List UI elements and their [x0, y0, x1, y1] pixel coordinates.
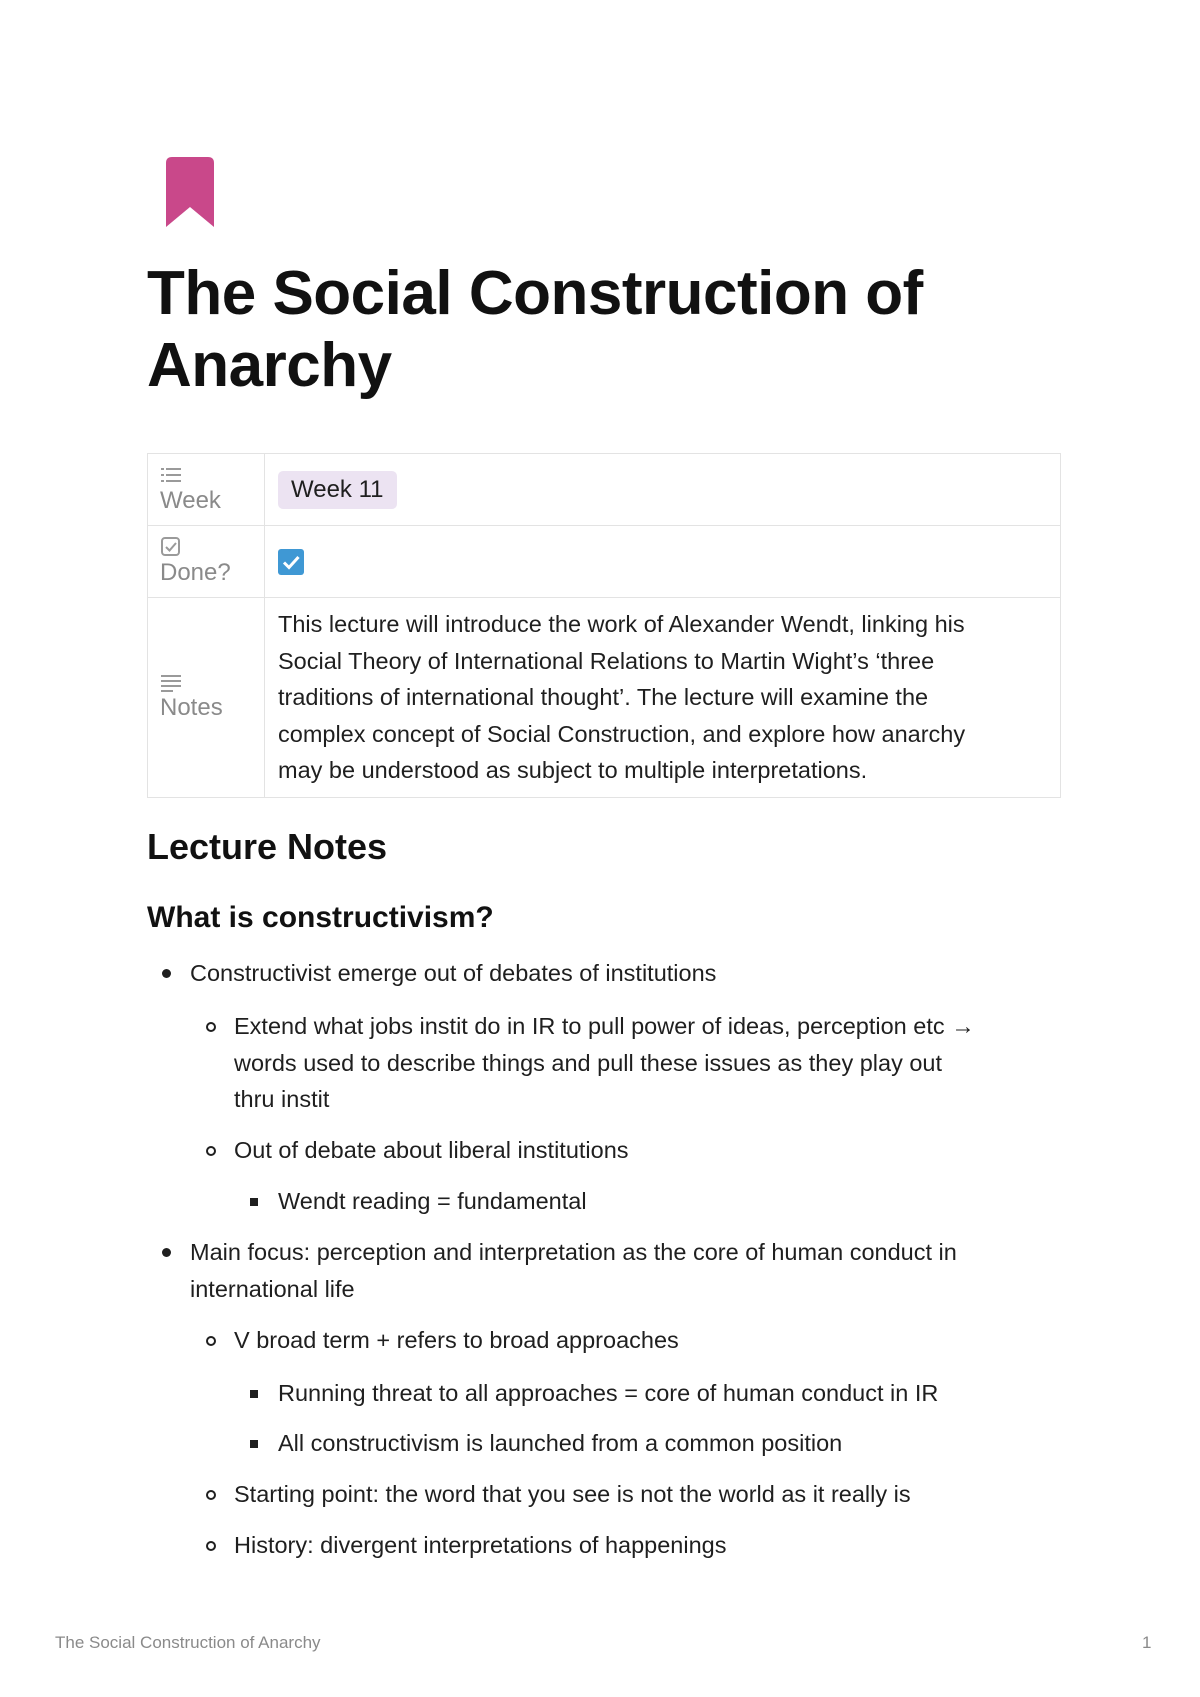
- week-tag[interactable]: Week 11: [278, 471, 397, 509]
- notes-line: complex concept of Social Construction, and explore how anarchy: [278, 720, 966, 747]
- bullet-circle-icon: [206, 1490, 216, 1500]
- notes-line: Social Theory of International Relations to Martin Wight’s ‘three: [278, 647, 935, 674]
- list-item: V broad term + refers to broad approaches: [234, 1322, 1060, 1359]
- list-item: Main focus: perception and interpretation as the core of human conduct in international life: [190, 1234, 1060, 1307]
- property-value-notes[interactable]: [265, 598, 1061, 798]
- property-row-week: [148, 454, 1061, 526]
- footer-page-number: 1: [1142, 1633, 1152, 1652]
- bullet-square-icon: [250, 1390, 258, 1398]
- property-value-done: [265, 526, 1061, 598]
- list-item: Out of debate about liberal institutions: [234, 1132, 1060, 1169]
- list-item: Starting point: the word that you see is not the world as it really is: [234, 1476, 1060, 1513]
- properties-table: [147, 453, 1061, 798]
- bullet-disc-icon: [162, 1248, 171, 1257]
- property-key-notes: [148, 598, 265, 798]
- bullet-square-icon: [250, 1440, 258, 1448]
- heading-lecture-notes: Lecture Notes: [147, 826, 388, 867]
- page-title: [147, 258, 1047, 402]
- page-title-line-1: The Social Construction of: [147, 259, 923, 328]
- property-label-done: Done?: [160, 558, 231, 586]
- list-item: Running threat to all approaches = core of human conduct in IR: [278, 1375, 1060, 1412]
- property-label-week: Week: [160, 486, 221, 514]
- bullet-disc-icon: [162, 969, 171, 978]
- property-key-week: [148, 454, 265, 526]
- bullet-circle-icon: [206, 1022, 216, 1032]
- notes-line: traditions of international thought’. The lecture will examine the: [278, 684, 929, 710]
- list-icon: [160, 465, 182, 485]
- list-item: Extend what jobs instit do in IR to pull power of ideas, perception etc → words used to describe things and pull these issues as they play out thru instit: [234, 1008, 1060, 1118]
- page-title-line-2: Anarchy: [147, 331, 392, 400]
- notes-line: may be understood as subject to multiple interpretations.: [278, 757, 868, 783]
- done-checkbox[interactable]: [278, 549, 304, 575]
- property-row-notes: [148, 598, 1061, 798]
- list-item: Constructivist emerge out of debates of institutions: [190, 955, 1060, 992]
- text-lines-icon: [160, 672, 182, 692]
- bullet-circle-icon: [206, 1541, 216, 1551]
- bullet-circle-icon: [206, 1336, 216, 1346]
- checkmark-icon: [278, 549, 304, 575]
- property-label-notes: Notes: [160, 694, 223, 722]
- list-item: All constructivism is launched from a common position: [278, 1425, 1060, 1462]
- notes-line: This lecture will introduce the work of Alexander Wendt, linking his: [278, 611, 965, 637]
- bullet-circle-icon: [206, 1146, 216, 1156]
- bookmark-icon: [166, 157, 214, 227]
- property-row-done: [148, 526, 1061, 598]
- checkbox-icon: [160, 537, 182, 557]
- property-value-week[interactable]: [265, 454, 1061, 526]
- bullet-square-icon: [250, 1198, 258, 1206]
- property-key-done: [148, 526, 265, 598]
- list-item: Wendt reading = fundamental: [278, 1183, 1060, 1220]
- heading-what-is-constructivism: What is constructivism?: [147, 901, 494, 934]
- list-item: History: divergent interpretations of happenings: [234, 1527, 1060, 1564]
- footer-title: The Social Construction of Anarchy: [55, 1633, 321, 1652]
